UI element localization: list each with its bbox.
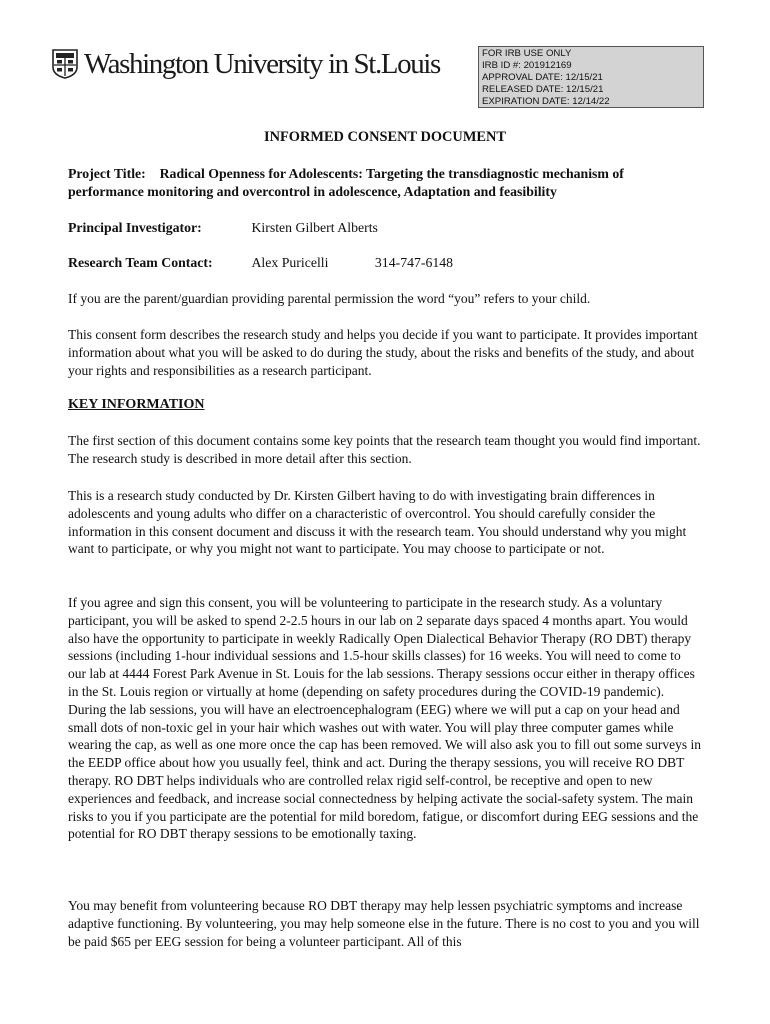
contact-phone: 314-747-6148 — [374, 255, 454, 270]
key-information-heading: KEY INFORMATION — [68, 397, 205, 412]
irb-line: APPROVAL DATE: 12/15/21 — [482, 72, 603, 83]
irb-line: FOR IRB USE ONLY — [482, 48, 572, 59]
paragraph-agree: If you agree and sign this consent, you will be volunteering to participate in the research study. As a voluntary participant, you will be asked to spend 2-2.5 hours in our lab on 2 separate days spaced 4 months apart. You would also have the opportunity to participate in weekly Radically Open Dialectical Behavior Therapy (RO DBT) therapy sessions (including 1-hour individual sessions and 1.5-hour skills classes) for 16 weeks. You will need to come to our lab at 4444 Forest Park Avenue in St. Louis for the lab sessions. Therapy sessions occur either in therapy offices in the St. Louis region or virtually at home (depending on safety procedures during the COVID-19 pandemic). During the lab sessions, you will have an electroencephalogram (EEG) where we will put a cap on your head and small dots of non-toxic gel in your hair which washes out with water. You will play three computer games while wearing the cap, as well as one more once the cap has been removed. We will also ask you to fill out some surveys in the EEDP office about how you usually feel, think and act. During the therapy sessions, you will receive RO DBT therapy. RO DBT helps individuals who are controlled relax rigid self-control, be receptive and open to new experiences and feedback, and increase social connectedness by helping activate the social-safety system. The main risks to you if you participate are the potential for mild boredom, fatigue, or discomfort during EEG sessions and the potential for RO DBT therapy sessions to be emotionally taxing. — [68, 595, 701, 842]
research-contact-row — [68, 255, 453, 271]
paragraph-benefit: You may benefit from volunteering because RO DBT therapy may help lessen psychiatric symptoms and increase adaptive functioning. By volunteering, you may help someone else in the future. There is no cost to you and you will be paid $65 per EEG session for being a volunteer participant. All of this — [68, 898, 700, 949]
paragraph-first-section: The first section of this document contains some key points that the research team thought you would find important. The research study is described in more detail after this section. — [68, 433, 701, 466]
irb-line: IRB ID #: 201912169 — [482, 60, 572, 71]
paragraph-describes: This consent form describes the research study and helps you decide if you want to participate. It provides important information about what you will be asked to do during the study, about the risks and benefits of the study, and about your rights and responsibilities as a research participant. — [68, 327, 698, 378]
irb-stamp — [478, 46, 704, 108]
project-title-label: Project Title: — [68, 166, 146, 181]
paragraph-you: If you are the parent/guardian providing parental permission the word “you” refers to your child. — [68, 291, 591, 306]
irb-line: EXPIRATION DATE: 12/14/22 — [482, 96, 610, 107]
principal-investigator-row — [68, 220, 378, 236]
contact-name: Alex Puricelli — [251, 255, 329, 270]
pi-label: Principal Investigator: — [68, 220, 202, 235]
university-logo — [52, 46, 440, 82]
paragraph-study: This is a research study conducted by Dr. Kirsten Gilbert having to do with investigating brain differences in adolescents and young adults who differ on a characteristic of overcontrol. You should carefully consider the information in this consent document and discuss it with the research team. You should understand why you might want to participate, or why you might not want to participate. You may choose to participate or not. — [68, 488, 687, 557]
pi-name: Kirsten Gilbert Alberts — [251, 220, 378, 235]
project-title: Radical Openness for Adolescents: Targeting the transdiagnostic mechanism of performance monitoring and overcontrol in adolescence, Adaptation and feasibility — [68, 166, 624, 199]
document-title: INFORMED CONSENT DOCUMENT — [264, 129, 506, 145]
contact-label: Research Team Contact: — [68, 255, 213, 270]
irb-line: RELEASED DATE: 12/15/21 — [482, 84, 604, 95]
university-seal-icon — [52, 49, 78, 79]
university-name: Washington University in St.Louis — [84, 48, 440, 80]
project-title-block — [68, 165, 702, 201]
